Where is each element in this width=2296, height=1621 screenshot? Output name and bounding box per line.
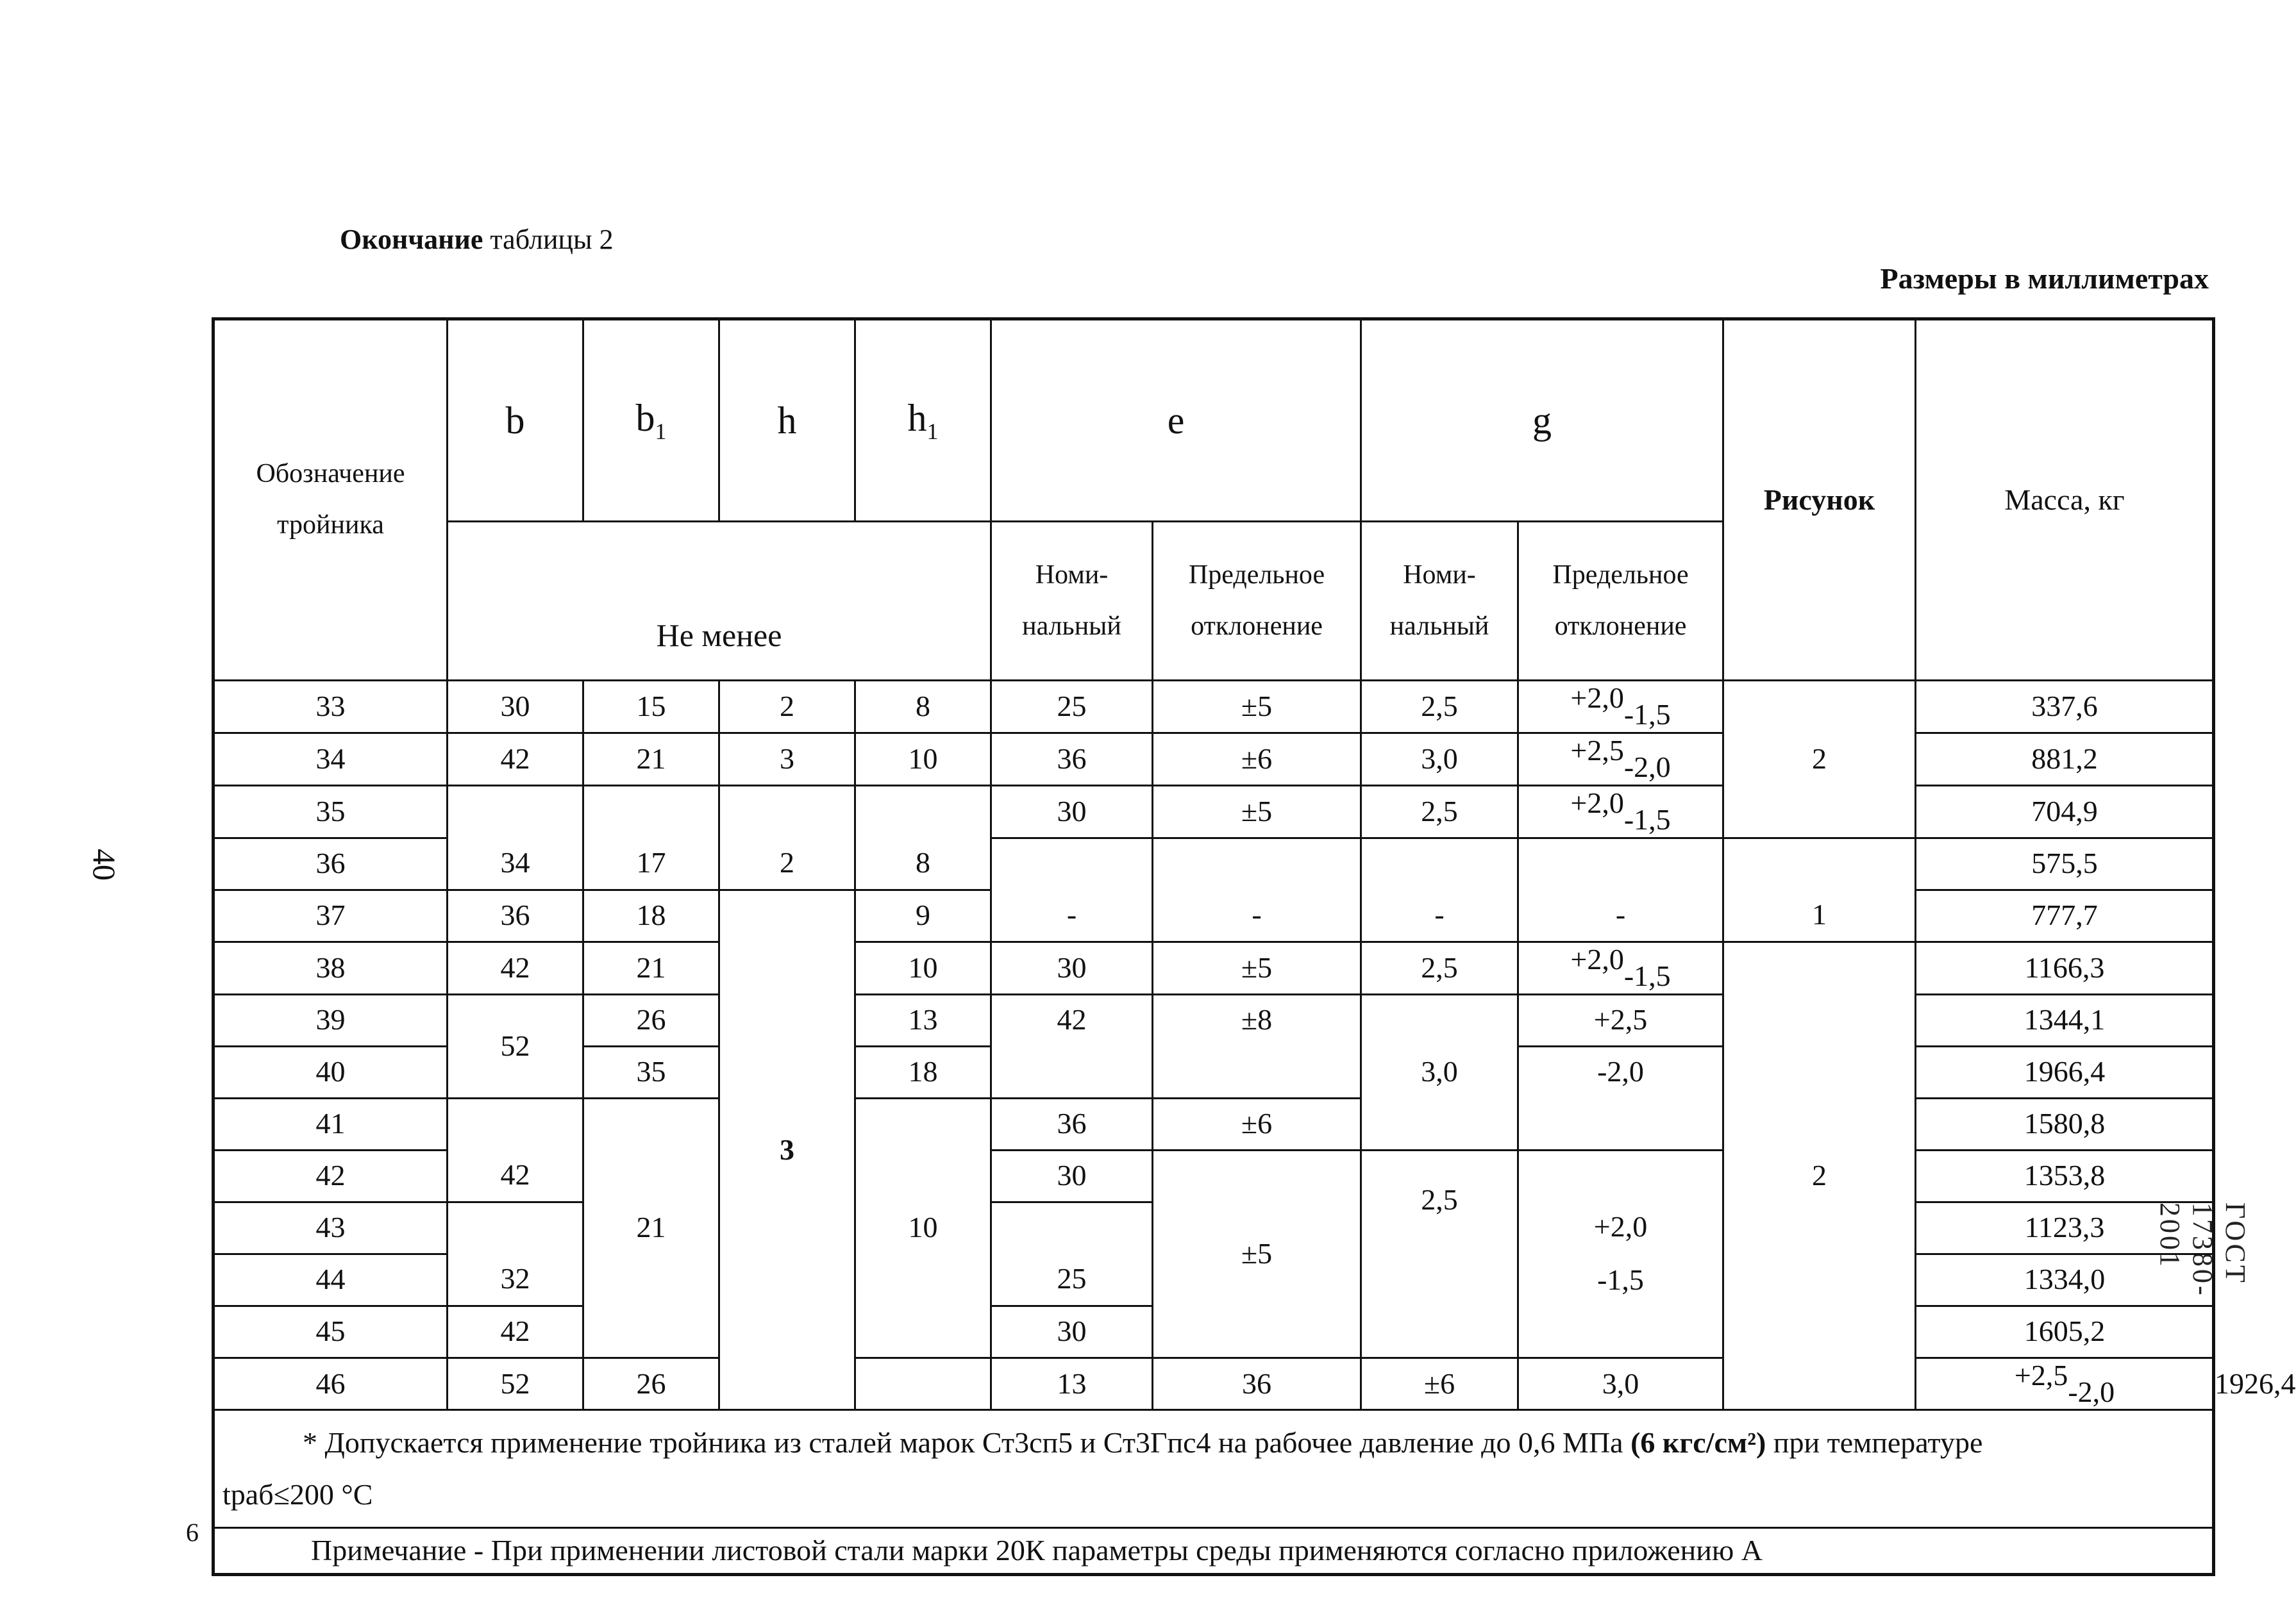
header-e: e [991, 319, 1361, 522]
table-row: 35 34 17 2 8 30 ±5 2,5 +2,0-1,5 704,9 [214, 785, 2214, 838]
table-row: 43 32 25 1123,3 [214, 1202, 2214, 1254]
g-tolerance: +2,5-2,0 [1518, 733, 1723, 785]
g-tolerance-merged: +2,0 -1,5 [1518, 1150, 1723, 1358]
table-row: 42 30 ±5 2,5 +2,0 -1,5 1353,8 [214, 1150, 2214, 1202]
g-tolerance: +2,5-2,0 [1916, 1358, 2214, 1410]
corner-mark: 9 [186, 1518, 199, 1547]
table-row: 37 36 18 3 9 777,7 [214, 890, 2214, 942]
side-document-code: ГОСТ 17380-2001 [2154, 1202, 2251, 1298]
table-row: 34 42 21 3 10 36 ±6 3,0 +2,5-2,0 881,2 [214, 733, 2214, 785]
figure-cell: 2 [1723, 681, 1916, 838]
figure-cell: 2 [1723, 942, 1916, 1410]
table-row: 39 52 26 13 42 ±8 3,0 +2,5 1344,1 [214, 994, 2214, 1046]
header-not-less: Не менее [448, 522, 991, 681]
footnote: * Допускается применение тройника из сталей марок Ст3сп5 и Ст3Гпс4 на рабочее давление до 0,6 МПа (6 кгс/см²) при температуре tраб≤200 °С [214, 1410, 2214, 1528]
page-number: 40 [87, 849, 122, 881]
g-tolerance: +2,0-1,5 [1518, 681, 1723, 733]
header-g-nominal: Номи-нальный [1361, 522, 1518, 681]
table-row: 45 42 30 1605,2 [214, 1306, 2214, 1358]
header-h1: $h_1$ [855, 319, 991, 522]
table-row: 33 30 15 2 8 25 ±5 2,5 +2,0-1,5 2 337,6 [214, 681, 2214, 733]
table-row: 40 35 18 -2,0 1966,4 [214, 1046, 2214, 1098]
g-tolerance: +2,0-1,5 [1518, 942, 1723, 994]
header-b1: $b_1$ [583, 319, 719, 522]
figure-cell: 1 [1723, 838, 1916, 942]
header-e-tolerance: Предельное отклонение [1153, 522, 1361, 681]
dimensions-table [212, 317, 2296, 1576]
table-note: Примечание - При применении листовой стали марки 20К параметры среды применяются согласно приложению А [214, 1528, 2214, 1575]
header-h: h [719, 319, 855, 522]
header-g-tolerance: Предельное отклонение [1518, 522, 1723, 681]
h-merged-cell: 3 [719, 890, 855, 1410]
units-label: Размеры в миллиметрах [1880, 262, 2209, 295]
table-caption: Окончание таблицы 2 [340, 224, 614, 255]
header-figure: Рисунок [1723, 319, 1916, 681]
header-b: b [448, 319, 583, 522]
header-designation: Обозначение тройника [214, 319, 448, 681]
table-row: 46 52 26 13 36 ±6 3,0 +2,5-2,0 1926,4 [214, 1358, 2214, 1410]
g-tolerance: +2,0-1,5 [1518, 785, 1723, 838]
header-g: g [1361, 319, 1723, 522]
table-row: 41 42 21 10 36 ±6 1580,8 [214, 1098, 2214, 1150]
header-e-nominal: Номи-нальный [991, 522, 1153, 681]
table-row: 38 42 21 10 30 ±5 2,5 +2,0-1,5 2 1166,3 [214, 942, 2214, 994]
table-row: 36 - - - - 1 575,5 [214, 838, 2214, 890]
header-mass: Масса, кг [1916, 319, 2214, 681]
table-row: 44 1334,0 [214, 1254, 2214, 1306]
